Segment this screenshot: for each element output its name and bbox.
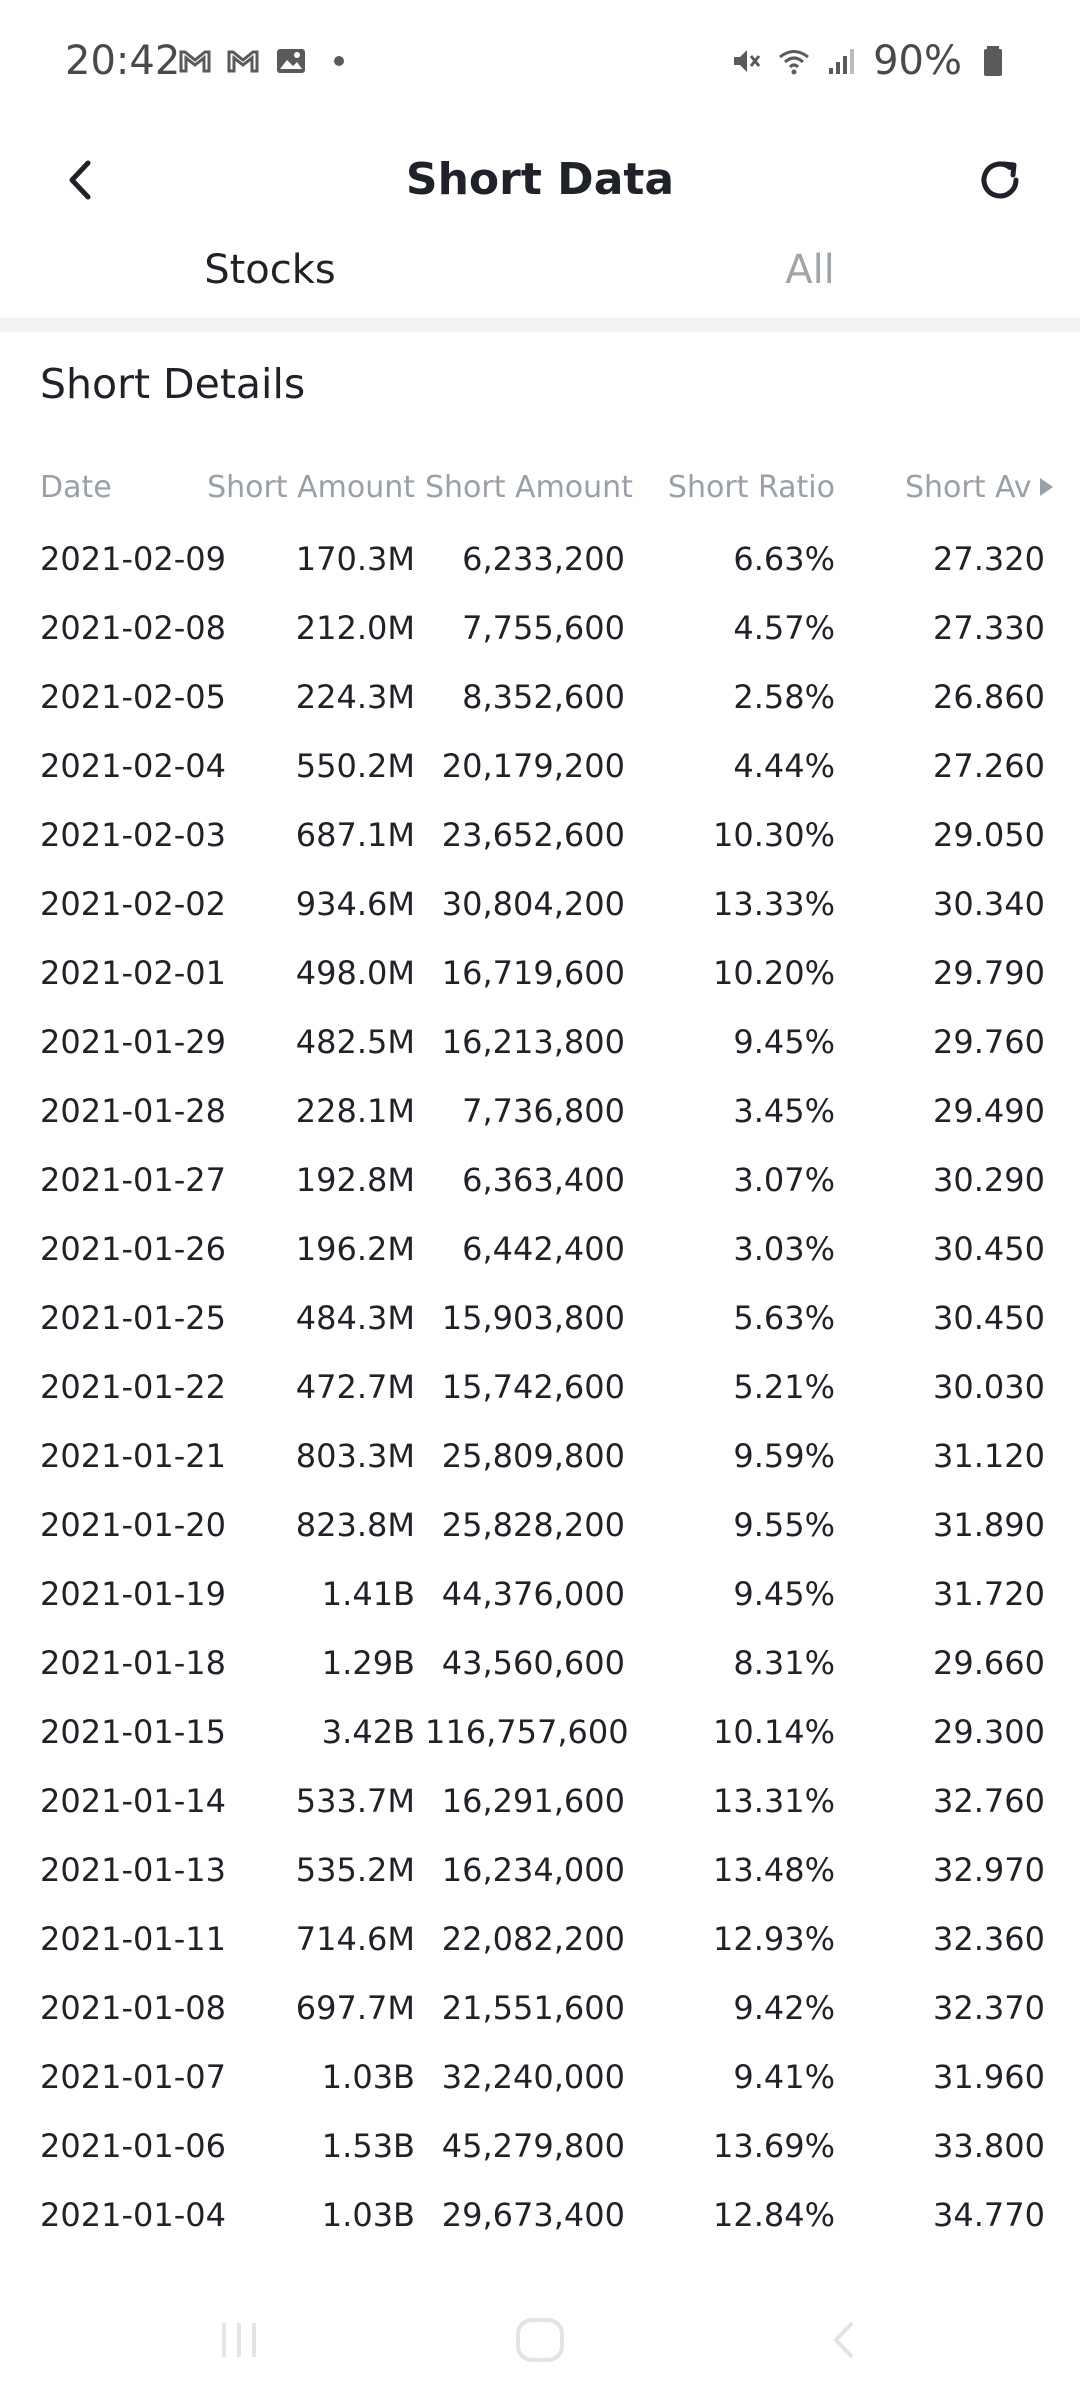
cell-date: 2021-01-21 [40, 1437, 226, 1475]
cell-short-ratio: 13.69% [712, 2127, 835, 2165]
table-row[interactable] [0, 1494, 1080, 1563]
cell-short-amount-value: 1.29B [321, 1644, 415, 1682]
cell-short-ratio: 4.57% [733, 609, 835, 647]
cell-short-ratio: 9.45% [733, 1575, 835, 1613]
cell-date: 2021-01-13 [40, 1851, 226, 1889]
cell-short-amount-value: 1.53B [321, 2127, 415, 2165]
dot-icon [322, 44, 356, 78]
system-back-button[interactable] [810, 2310, 880, 2370]
table-row[interactable] [0, 1908, 1080, 1977]
table-row[interactable] [0, 1425, 1080, 1494]
cell-short-amount: 16,213,800 [441, 1023, 625, 1061]
table-body [0, 528, 1080, 2253]
table-row[interactable] [0, 1632, 1080, 1701]
table-row[interactable] [0, 1356, 1080, 1425]
cell-short-amount: 8,352,600 [462, 678, 625, 716]
cell-short-amount: 6,233,200 [462, 540, 625, 578]
cell-short-amount: 116,757,600 [425, 1713, 629, 1751]
column-header-date: Date [40, 470, 112, 505]
cell-short-amount: 6,442,400 [462, 1230, 625, 1268]
tab-bar [0, 220, 1080, 320]
tab-stocks[interactable]: Stocks [204, 247, 336, 293]
cell-date: 2021-02-04 [40, 747, 226, 785]
signal-icon [825, 44, 859, 78]
table-row[interactable] [0, 1287, 1080, 1356]
cell-short-amount: 25,809,800 [441, 1437, 625, 1475]
cell-short-avg: 30.030 [933, 1368, 1045, 1406]
battery-percent: 90% [873, 38, 962, 84]
cell-short-amount-value: 550.2M [295, 747, 415, 785]
cell-short-amount: 6,363,400 [462, 1161, 625, 1199]
status-time: 20:42 [65, 38, 181, 84]
cell-short-amount: 15,742,600 [441, 1368, 625, 1406]
table-row[interactable] [0, 528, 1080, 597]
cell-short-ratio: 9.42% [733, 1989, 835, 2027]
cell-date: 2021-01-11 [40, 1920, 226, 1958]
cell-short-avg: 33.800 [933, 2127, 1045, 2165]
cell-short-ratio: 3.03% [733, 1230, 835, 1268]
recent-apps-icon [214, 2315, 264, 2365]
cell-short-amount-value: 482.5M [295, 1023, 415, 1061]
table-row[interactable] [0, 1701, 1080, 1770]
cell-date: 2021-01-25 [40, 1299, 226, 1337]
system-icons [729, 38, 1010, 84]
cell-short-ratio: 3.45% [733, 1092, 835, 1130]
cell-short-amount: 30,804,200 [441, 885, 625, 923]
column-header-short-avg: Short Av [905, 470, 1032, 505]
cell-short-amount-value: 1.03B [321, 2196, 415, 2234]
home-button[interactable] [505, 2310, 575, 2370]
cell-date: 2021-02-02 [40, 885, 226, 923]
cell-short-amount: 16,234,000 [441, 1851, 625, 1889]
home-icon [512, 2312, 568, 2368]
cell-short-amount: 44,376,000 [441, 1575, 625, 1613]
cell-short-amount: 16,719,600 [441, 954, 625, 992]
section-title: Short Details [40, 360, 306, 408]
cell-short-avg: 30.290 [933, 1161, 1045, 1199]
table-row[interactable] [0, 1770, 1080, 1839]
table-row[interactable] [0, 2115, 1080, 2184]
cell-short-amount: 21,551,600 [441, 1989, 625, 2027]
table-row[interactable] [0, 942, 1080, 1011]
cell-short-amount: 45,279,800 [441, 2127, 625, 2165]
cell-short-amount: 43,560,600 [441, 1644, 625, 1682]
cell-short-amount-value: 934.6M [295, 885, 415, 923]
table-row[interactable] [0, 1218, 1080, 1287]
cell-date: 2021-01-07 [40, 2058, 226, 2096]
cell-short-ratio: 5.63% [733, 1299, 835, 1337]
table-row[interactable] [0, 873, 1080, 942]
cell-short-avg: 29.300 [933, 1713, 1045, 1751]
cell-date: 2021-01-08 [40, 1989, 226, 2027]
cell-short-ratio: 9.45% [733, 1023, 835, 1061]
cell-short-avg: 26.860 [933, 678, 1045, 716]
status-bar [0, 0, 1080, 120]
gallery-icon [274, 44, 308, 78]
cell-short-ratio: 2.58% [733, 678, 835, 716]
cell-short-avg: 31.960 [933, 2058, 1045, 2096]
cell-short-amount-value: 697.7M [295, 1989, 415, 2027]
table-row[interactable] [0, 1977, 1080, 2046]
cell-short-amount-value: 687.1M [295, 816, 415, 854]
cell-date: 2021-01-22 [40, 1368, 226, 1406]
cell-short-avg: 31.120 [933, 1437, 1045, 1475]
cell-short-avg: 27.330 [933, 609, 1045, 647]
cell-short-avg: 27.260 [933, 747, 1045, 785]
cell-short-avg: 30.450 [933, 1230, 1045, 1268]
page-title: Short Data [405, 154, 675, 205]
table-row[interactable] [0, 735, 1080, 804]
column-header-short-ratio: Short Ratio [667, 470, 835, 505]
cell-short-amount-value: 803.3M [295, 1437, 415, 1475]
cell-short-amount-value: 224.3M [295, 678, 415, 716]
recent-apps-button[interactable] [204, 2310, 274, 2370]
cell-short-ratio: 4.44% [733, 747, 835, 785]
cell-short-ratio: 9.59% [733, 1437, 835, 1475]
cell-short-amount: 7,736,800 [462, 1092, 625, 1130]
cell-date: 2021-01-15 [40, 1713, 226, 1751]
gmail-icon [178, 44, 212, 78]
cell-short-ratio: 12.93% [712, 1920, 835, 1958]
table-row[interactable] [0, 1839, 1080, 1908]
cell-short-amount: 23,652,600 [441, 816, 625, 854]
cell-date: 2021-01-26 [40, 1230, 226, 1268]
cell-date: 2021-01-14 [40, 1782, 226, 1820]
cell-short-avg: 29.790 [933, 954, 1045, 992]
table-row[interactable] [0, 2046, 1080, 2115]
cell-date: 2021-01-06 [40, 2127, 226, 2165]
cell-short-amount-value: 1.41B [321, 1575, 415, 1613]
cell-short-avg: 30.340 [933, 885, 1045, 923]
cell-short-amount-value: 472.7M [295, 1368, 415, 1406]
table-row[interactable] [0, 597, 1080, 666]
cell-short-amount-value: 533.7M [295, 1782, 415, 1820]
cell-short-amount-value: 212.0M [295, 609, 415, 647]
table-row[interactable] [0, 1080, 1080, 1149]
column-header-short-amount-value [207, 470, 415, 505]
cell-short-avg: 32.760 [933, 1782, 1045, 1820]
cell-date: 2021-01-18 [40, 1644, 226, 1682]
cell-short-amount-value: 192.8M [295, 1161, 415, 1199]
cell-short-avg: 32.360 [933, 1920, 1045, 1958]
cell-short-amount-value: 196.2M [295, 1230, 415, 1268]
cell-date: 2021-02-05 [40, 678, 226, 716]
column-header-short-amount: Short Amount [425, 470, 633, 505]
mute-icon [729, 44, 763, 78]
cell-date: 2021-01-28 [40, 1092, 226, 1130]
gmail-icon [226, 44, 260, 78]
notification-icons [178, 44, 356, 78]
cell-short-ratio: 13.33% [712, 885, 835, 923]
cell-short-ratio: 10.20% [712, 954, 835, 992]
cell-short-amount-value: 714.6M [295, 1920, 415, 1958]
cell-short-amount-value: 535.2M [295, 1851, 415, 1889]
battery-icon [976, 44, 1010, 78]
cell-short-ratio: 3.07% [733, 1161, 835, 1199]
refresh-icon [974, 154, 1026, 206]
cell-short-avg: 29.660 [933, 1644, 1045, 1682]
cell-short-ratio: 13.31% [712, 1782, 835, 1820]
cell-date: 2021-02-03 [40, 816, 226, 854]
table-row[interactable] [0, 1149, 1080, 1218]
section-divider [0, 318, 1080, 332]
cell-short-amount-value: 1.03B [321, 2058, 415, 2096]
cell-short-ratio: 10.14% [712, 1713, 835, 1751]
cell-short-amount: 7,755,600 [462, 609, 625, 647]
cell-date: 2021-01-29 [40, 1023, 226, 1061]
cell-short-amount-value: 484.3M [295, 1299, 415, 1337]
navigation-bar [0, 2280, 1080, 2400]
cell-short-ratio: 13.48% [712, 1851, 835, 1889]
column-header-short-amount-value-label: Short Amount [207, 470, 415, 505]
cell-short-amount: 32,240,000 [441, 2058, 625, 2096]
table-row[interactable] [0, 666, 1080, 735]
cell-short-ratio: 9.41% [733, 2058, 835, 2096]
cell-short-ratio: 10.30% [712, 816, 835, 854]
cell-short-avg: 31.890 [933, 1506, 1045, 1544]
table-row[interactable] [0, 2184, 1080, 2253]
table-header [0, 460, 1080, 520]
cell-short-amount: 16,291,600 [441, 1782, 625, 1820]
cell-short-ratio: 8.31% [733, 1644, 835, 1682]
cell-short-amount: 29,673,400 [441, 2196, 625, 2234]
cell-date: 2021-02-08 [40, 609, 226, 647]
cell-date: 2021-01-20 [40, 1506, 226, 1544]
cell-date: 2021-02-09 [40, 540, 226, 578]
cell-short-amount: 25,828,200 [441, 1506, 625, 1544]
cell-short-ratio: 12.84% [712, 2196, 835, 2234]
cell-short-avg: 29.490 [933, 1092, 1045, 1130]
cell-short-avg: 31.720 [933, 1575, 1045, 1613]
cell-date: 2021-01-04 [40, 2196, 226, 2234]
cell-short-ratio: 6.63% [733, 540, 835, 578]
cell-short-avg: 29.760 [933, 1023, 1045, 1061]
cell-date: 2021-02-01 [40, 954, 226, 992]
cell-short-amount: 15,903,800 [441, 1299, 625, 1337]
cell-short-avg: 27.320 [933, 540, 1045, 578]
cell-short-amount-value: 3.42B [321, 1713, 415, 1751]
table-row[interactable] [0, 1011, 1080, 1080]
cell-short-avg: 32.970 [933, 1851, 1045, 1889]
cell-short-avg: 32.370 [933, 1989, 1045, 2027]
cell-short-amount: 22,082,200 [441, 1920, 625, 1958]
back-icon [820, 2315, 870, 2365]
cell-short-amount-value: 170.3M [295, 540, 415, 578]
cell-short-amount-value: 823.8M [295, 1506, 415, 1544]
table-row[interactable] [0, 1563, 1080, 1632]
cell-short-avg: 30.450 [933, 1299, 1045, 1337]
cell-short-ratio: 5.21% [733, 1368, 835, 1406]
cell-short-amount-value: 228.1M [295, 1092, 415, 1130]
scroll-right-icon[interactable] [1040, 478, 1053, 496]
cell-short-amount-value: 498.0M [295, 954, 415, 992]
table-row[interactable] [0, 804, 1080, 873]
cell-short-amount: 20,179,200 [441, 747, 625, 785]
cell-short-avg: 29.050 [933, 816, 1045, 854]
wifi-icon [777, 44, 811, 78]
tab-all[interactable]: All [785, 247, 835, 293]
cell-short-ratio: 9.55% [733, 1506, 835, 1544]
cell-date: 2021-01-27 [40, 1161, 226, 1199]
cell-date: 2021-01-19 [40, 1575, 226, 1613]
cell-short-avg: 34.770 [933, 2196, 1045, 2234]
